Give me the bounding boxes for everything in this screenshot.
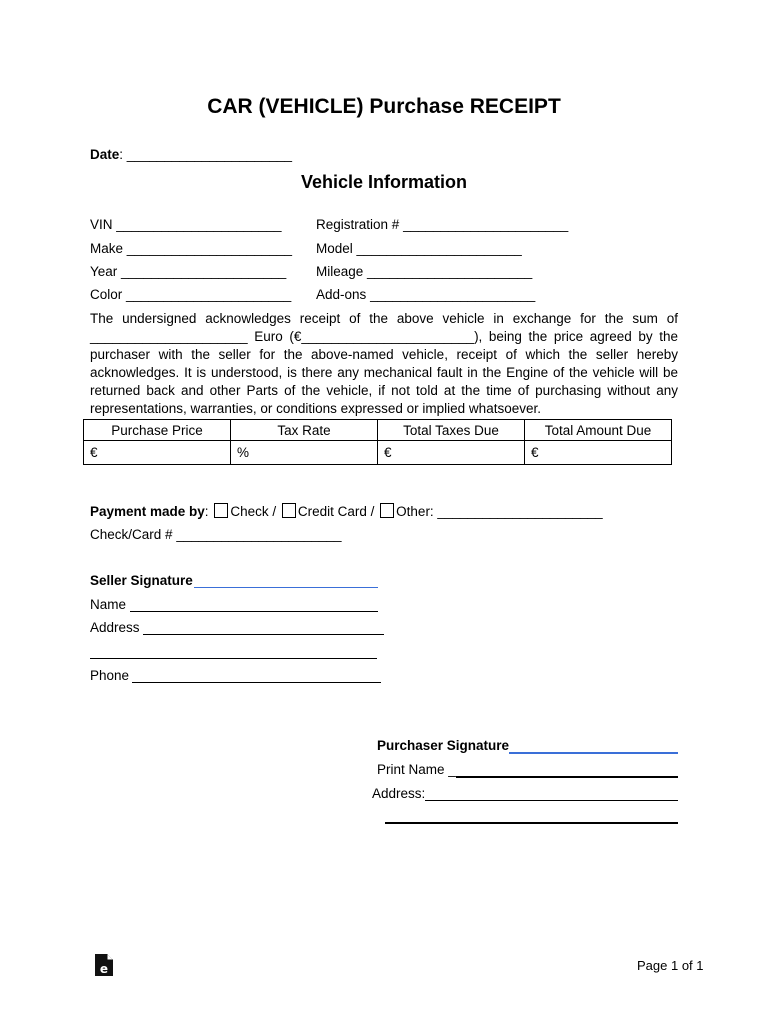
page-number: Page 1 of 1 [637, 958, 704, 973]
seller-signature-label: Seller Signature [90, 573, 193, 588]
mileage-field[interactable]: ______________________ [367, 264, 533, 279]
year-label: Year [90, 264, 118, 279]
total-amount-due-cell[interactable]: € [525, 441, 672, 465]
date-colon: : [119, 147, 124, 162]
registration-row [316, 217, 568, 232]
check-card-row [90, 527, 342, 542]
seller-name-line[interactable] [130, 611, 378, 612]
vin-row [90, 217, 281, 232]
price-table [83, 419, 672, 465]
seller-phone-line[interactable] [132, 682, 381, 683]
date-row [90, 147, 292, 162]
document-e-icon [94, 951, 114, 977]
purchaser-address-line[interactable] [425, 800, 678, 801]
registration-field[interactable]: ______________________ [403, 217, 569, 232]
print-name-mark: _ [448, 762, 456, 777]
other-field[interactable]: Other: ______________________ [396, 504, 603, 519]
color-row [90, 287, 291, 302]
purchaser-signature-line[interactable] [509, 752, 678, 754]
print-name-label: Print Name [377, 762, 445, 777]
mileage-row [316, 264, 532, 279]
purchaser-signature-label: Purchaser Signature [377, 738, 510, 753]
svg-text:e: e [99, 962, 109, 976]
date-field[interactable]: ______________________ [126, 147, 292, 162]
other-checkbox[interactable] [380, 503, 394, 518]
year-field[interactable]: ______________________ [121, 264, 287, 279]
document-title: CAR (VEHICLE) Purchase RECEIPT [207, 95, 561, 118]
purchase-price-cell[interactable]: € [84, 441, 231, 465]
credit-card-label: Credit Card / [297, 504, 375, 519]
year-row [90, 264, 286, 279]
seller-address-line-2[interactable] [90, 658, 377, 659]
date-label: Date [90, 147, 120, 162]
color-field[interactable]: ______________________ [126, 287, 292, 302]
purchaser-print-name-row [377, 762, 456, 777]
make-label: Make [90, 241, 124, 256]
color-label: Color [90, 287, 123, 302]
seller-signature-line[interactable] [194, 587, 378, 588]
make-row [90, 241, 292, 256]
payment-label: Payment made by [90, 504, 205, 519]
model-label: Model [316, 241, 353, 256]
addons-label: Add-ons [316, 287, 367, 302]
purchaser-address-label: Address: [372, 786, 426, 801]
seller-address-line[interactable] [143, 634, 384, 635]
check-card-label: Check/Card # [90, 527, 173, 542]
registration-label: Registration # [316, 217, 400, 232]
vin-field[interactable]: ______________________ [116, 217, 282, 232]
payment-colon: : [204, 504, 209, 519]
payment-row [90, 503, 603, 519]
price-table-row [84, 441, 672, 465]
tax-rate-header: Tax Rate [231, 420, 378, 441]
vehicle-information-heading: Vehicle Information [300, 172, 468, 192]
purchaser-address-line-2[interactable] [385, 822, 678, 824]
model-row [316, 241, 522, 256]
seller-name-label: Name [90, 597, 127, 612]
credit-card-checkbox[interactable] [282, 503, 296, 518]
print-name-line[interactable] [456, 776, 678, 778]
seller-address-label: Address [90, 620, 140, 635]
vin-label: VIN [90, 217, 113, 232]
acknowledgement-paragraph: The undersigned acknowledges receipt of the above vehicle in exchange for the sum of _____________________ Euro (€_______________________), being the price agreed by the purchaser with the seller for the above-named vehicle, receipt of which the seller hereby acknowledges. It is understood, is there any mechanical fault in the Engine of the vehicle will be returned back and other Parts of the vehicle, if not told at the time of purchasing without any representations, warranties, or conditions expressed or implied whatsoever. [90, 311, 678, 416]
total-amount-due-header: Total Amount Due [525, 420, 672, 441]
price-table-header-row [84, 420, 672, 441]
mileage-label: Mileage [316, 264, 364, 279]
purchase-price-header: Purchase Price [84, 420, 231, 441]
check-checkbox[interactable] [214, 503, 228, 518]
addons-field[interactable]: ______________________ [370, 287, 536, 302]
seller-phone-label: Phone [90, 668, 130, 683]
make-field[interactable]: ______________________ [126, 241, 292, 256]
total-taxes-due-cell[interactable]: € [378, 441, 525, 465]
check-label: Check / [230, 504, 277, 519]
total-taxes-due-header: Total Taxes Due [378, 420, 525, 441]
check-card-field[interactable]: ______________________ [176, 527, 342, 542]
addons-row [316, 287, 535, 302]
model-field[interactable]: ______________________ [356, 241, 522, 256]
tax-rate-cell[interactable]: % [231, 441, 378, 465]
